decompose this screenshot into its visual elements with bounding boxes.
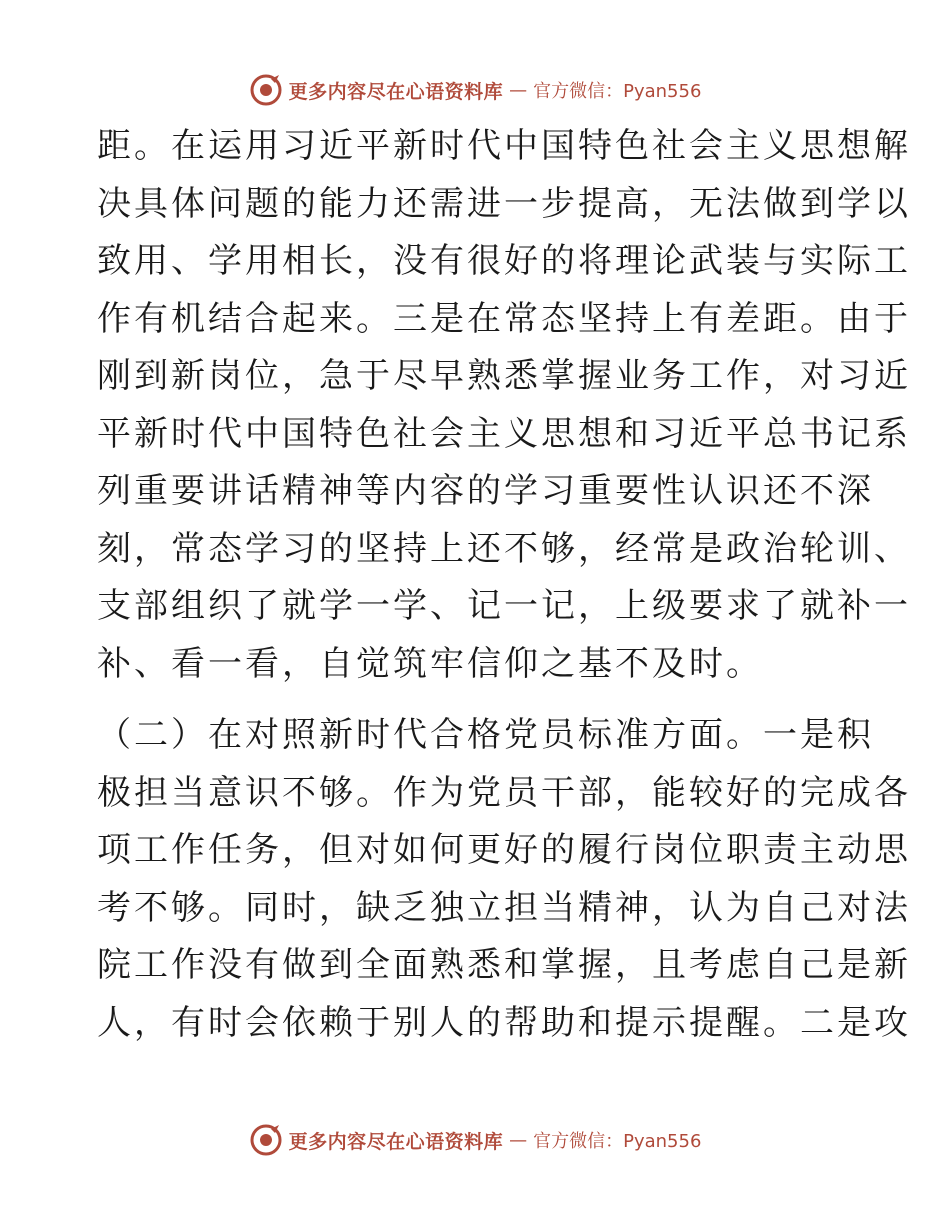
footer-watermark-banner bbox=[0, 1120, 950, 1160]
footer-banner-contact: 官方微信：Pyan556 bbox=[533, 1131, 702, 1152]
text-line: （二）在对照新时代合格党员标准方面。一是积 bbox=[97, 715, 874, 755]
text-line: 致用、学用相长，没有很好的将理论武装与实际工 bbox=[97, 241, 911, 281]
text-line: 距。在运用习近平新时代中国特色社会主义思想解 bbox=[97, 126, 911, 166]
header-watermark-banner bbox=[0, 70, 950, 110]
document-body bbox=[97, 118, 911, 1052]
text-line: 院工作没有做到全面熟悉和掌握，且考虑自己是新 bbox=[97, 945, 911, 985]
header-banner-contact: 官方微信：Pyan556 bbox=[533, 81, 702, 102]
text-line: 作有机结合起来。三是在常态坚持上有差距。由于 bbox=[97, 298, 911, 339]
text-line: 决具体问题的能力还需进一步提高，无法做到学以 bbox=[97, 183, 911, 224]
footer-banner-text: 更多内容尽在心语资料库 bbox=[288, 1130, 504, 1153]
text-line: 列重要讲话精神等内容的学习重要性认识还不深 bbox=[97, 471, 874, 511]
header-banner-separator: — bbox=[509, 79, 528, 101]
quill-logo-icon bbox=[249, 1123, 283, 1157]
text-line: 项工作任务，但对如何更好的履行岗位职责主动思 bbox=[97, 830, 911, 870]
text-line: 刻，常态学习的坚持上还不够，经常是政治轮训、 bbox=[97, 528, 911, 569]
text-line: 考不够。同时，缺乏独立担当精神，认为自己对法 bbox=[97, 887, 911, 928]
quill-logo-icon bbox=[249, 73, 283, 107]
text-line: 支部组织了就学一学、记一记，上级要求了就补一 bbox=[97, 586, 911, 626]
text-line: 极担当意识不够。作为党员干部，能较好的完成各 bbox=[97, 772, 911, 813]
text-line: 刚到新岗位，急于尽早熟悉掌握业务工作，对习近 bbox=[97, 356, 911, 396]
header-banner-text: 更多内容尽在心语资料库 bbox=[288, 80, 504, 103]
text-line: 补、看一看，自觉筑牢信仰之基不及时。 bbox=[97, 643, 763, 684]
text-line: 平新时代中国特色社会主义思想和习近平总书记系 bbox=[97, 413, 911, 454]
text-line: 人，有时会依赖于别人的帮助和提示提醒。二是攻 bbox=[97, 1002, 911, 1043]
footer-banner-separator: — bbox=[509, 1129, 528, 1151]
paragraph-1 bbox=[97, 118, 911, 693]
paragraph-2 bbox=[97, 707, 911, 1052]
paragraph-spacer bbox=[97, 693, 857, 707]
